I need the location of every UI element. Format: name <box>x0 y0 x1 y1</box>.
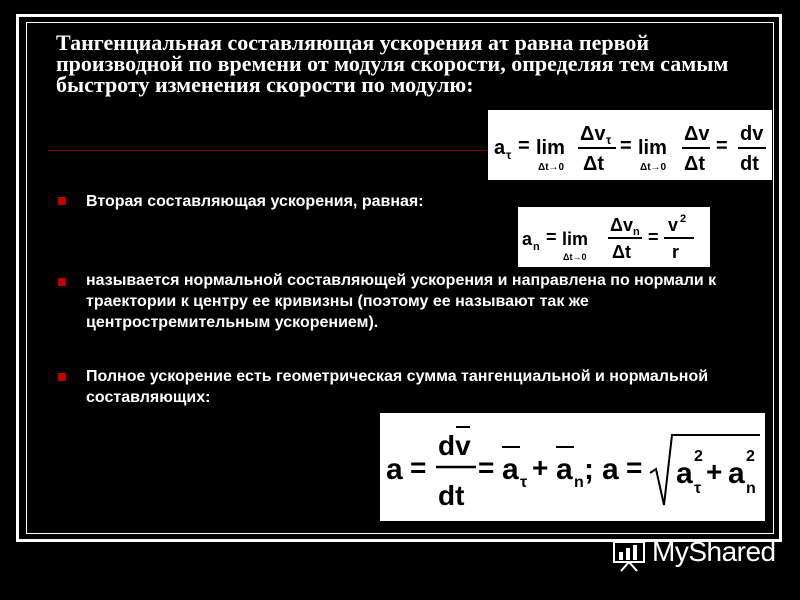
formula-root-term1-sub: τ <box>694 480 702 497</box>
svg-text:=: = <box>478 452 495 483</box>
formula-num3: dv <box>740 123 764 145</box>
formula-term2: a <box>556 453 573 486</box>
formula-term2-sub: n <box>574 474 584 491</box>
svg-text:+: + <box>532 452 549 483</box>
bullet-text: Вторая составляющая ускорения, равная: <box>86 193 424 210</box>
formula-root-term1-sup: 2 <box>694 448 703 465</box>
formula-lim: lim <box>562 229 589 249</box>
svg-text:+: + <box>706 456 723 487</box>
formula-num: dv <box>438 430 471 461</box>
svg-text:=: = <box>716 135 728 157</box>
watermark-text: MyShared <box>652 536 776 567</box>
formula-den2: r <box>672 242 680 262</box>
svg-text:=: = <box>410 452 427 483</box>
formula-num1: Δv <box>580 123 606 145</box>
formula-lim-sub: Δt→0 <box>538 162 565 173</box>
formula-term1: a <box>502 453 519 486</box>
bullet-text: Полное ускорение есть геометрическая сумма тангенциальной и нормальной составляющих: <box>86 368 709 406</box>
formula-lim2-sub: Δt→0 <box>640 162 667 173</box>
formula-den3: dt <box>740 153 759 175</box>
formula-lim: lim <box>536 137 565 159</box>
normal-acceleration-formula <box>518 207 710 267</box>
bullet-marker <box>58 373 66 381</box>
formula-den: dt <box>438 480 465 511</box>
svg-text:=: = <box>626 452 643 483</box>
formula-num2: Δv <box>684 123 710 145</box>
svg-text:=: = <box>546 227 557 247</box>
bullet-marker <box>58 278 66 286</box>
formula-num2-sup: 2 <box>680 213 687 225</box>
formula-lim-sub: Δt→0 <box>563 252 587 262</box>
total-acceleration-formula <box>380 413 765 521</box>
formula-den1: Δt <box>583 153 605 175</box>
formula-root-term2-sup: 2 <box>746 448 755 465</box>
bullet-text: называется нормальной составляющей ускорения и направлена по нормали к траектории к центру ее кривизны (поэтому ее называют так же центростремительным ускорением). <box>86 272 717 331</box>
formula-lim2: lim <box>638 137 667 159</box>
formula-a-sub: τ <box>506 148 512 162</box>
formula-a: a <box>386 453 403 486</box>
svg-text:=: = <box>518 135 530 157</box>
formula-den2: Δt <box>684 153 706 175</box>
formula-root-term2-sub: n <box>746 480 756 497</box>
presentation-logo-icon <box>606 538 650 572</box>
slide-title: Тангенциальная составляющая ускорения aτ равна первой производной по времени от модуля скорости, определяя тем самым быстроту изменения скорости по модулю: <box>56 30 729 97</box>
tangential-acceleration-formula <box>488 110 772 180</box>
title-divider <box>48 150 488 151</box>
formula-root-term1: a <box>676 457 693 490</box>
formula-num2: v <box>668 215 679 235</box>
formula-a: a <box>494 137 506 159</box>
formula-a-sub: n <box>533 241 540 253</box>
svg-text:;: ; <box>584 453 594 486</box>
formula-term1-sub: τ <box>520 474 528 491</box>
svg-text:=: = <box>620 135 632 157</box>
formula-num1-sub: n <box>633 226 640 238</box>
formula-root-term2: a <box>728 457 745 490</box>
svg-text:=: = <box>648 227 659 247</box>
formula-num1-sub: τ <box>606 133 612 147</box>
formula-a2: a <box>602 453 619 486</box>
formula-num1: Δv <box>610 215 633 235</box>
bullet-marker <box>58 197 66 205</box>
formula-a: a <box>522 229 533 249</box>
formula-den1: Δt <box>612 242 631 262</box>
